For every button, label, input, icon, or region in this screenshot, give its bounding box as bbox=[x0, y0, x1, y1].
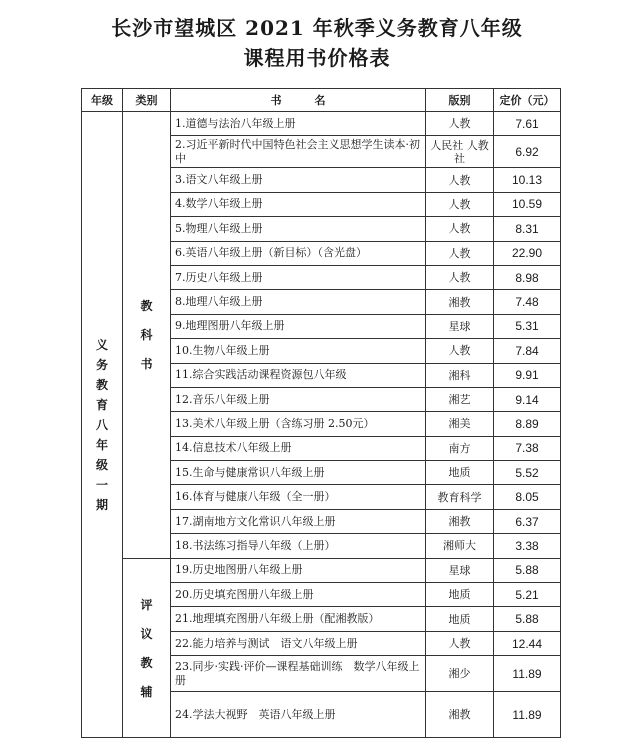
book-edition: 人教 bbox=[426, 631, 494, 655]
book-name: 3.语文八年级上册 bbox=[171, 168, 426, 192]
book-name: 18.书法练习指导八年级（上册） bbox=[171, 534, 426, 558]
book-name: 19.历史地图册八年级上册 bbox=[171, 558, 426, 582]
book-price: 7.61 bbox=[494, 112, 561, 136]
book-edition: 地质 bbox=[426, 461, 494, 485]
book-price: 5.52 bbox=[494, 461, 561, 485]
category-char: 书 bbox=[140, 357, 153, 372]
book-edition: 人教 bbox=[426, 192, 494, 216]
book-name: 2.习近平新时代中国特色社会主义思想学生读本·初中 bbox=[171, 136, 426, 168]
book-price: 5.88 bbox=[494, 607, 561, 631]
book-name: 1.道德与法治八年级上册 bbox=[171, 112, 426, 136]
table-row bbox=[82, 558, 561, 582]
book-price: 6.92 bbox=[494, 136, 561, 168]
category-char: 评 bbox=[140, 597, 153, 612]
book-name: 15.生命与健康常识八年级上册 bbox=[171, 461, 426, 485]
book-price: 9.14 bbox=[494, 387, 561, 411]
book-price: 10.13 bbox=[494, 168, 561, 192]
category-cell-supplementary bbox=[123, 558, 171, 738]
table-header-row bbox=[82, 89, 561, 112]
book-edition: 湘教 bbox=[426, 290, 494, 314]
book-price: 11.89 bbox=[494, 692, 561, 738]
book-price: 5.88 bbox=[494, 558, 561, 582]
book-name: 22.能力培养与测试 语文八年级上册 bbox=[171, 631, 426, 655]
table-body bbox=[82, 112, 561, 738]
book-price: 5.31 bbox=[494, 314, 561, 338]
book-edition: 湘美 bbox=[426, 412, 494, 436]
book-name: 23.同步·实践·评价—课程基础训练 数学八年级上册 bbox=[171, 656, 426, 692]
header-book: 书 名 bbox=[171, 89, 426, 112]
grade-cell bbox=[82, 112, 123, 738]
header-grade: 年级 bbox=[82, 89, 123, 112]
book-price: 6.37 bbox=[494, 509, 561, 533]
book-edition: 湘师大 bbox=[426, 534, 494, 558]
book-name: 9.地理图册八年级上册 bbox=[171, 314, 426, 338]
document-subtitle: 课程用书价格表 bbox=[243, 46, 391, 70]
book-edition: 湘教 bbox=[426, 692, 494, 738]
category-char: 教 bbox=[140, 655, 153, 670]
category-char: 议 bbox=[140, 626, 153, 641]
book-edition: 人教 bbox=[426, 265, 494, 289]
book-price: 3.38 bbox=[494, 534, 561, 558]
book-price: 8.05 bbox=[494, 485, 561, 509]
book-name: 24.学法大视野 英语八年级上册 bbox=[171, 692, 426, 738]
book-name: 21.地理填充图册八年级上册（配湘教版） bbox=[171, 607, 426, 631]
book-price: 7.84 bbox=[494, 339, 561, 363]
book-price: 7.48 bbox=[494, 290, 561, 314]
book-name: 13.美术八年级上册（含练习册 2.50元） bbox=[171, 412, 426, 436]
book-edition: 湘艺 bbox=[426, 387, 494, 411]
category-cell-textbooks bbox=[123, 112, 171, 559]
book-edition: 人教 bbox=[426, 241, 494, 265]
book-edition: 湘教 bbox=[426, 509, 494, 533]
book-edition: 星球 bbox=[426, 314, 494, 338]
book-edition: 星球 bbox=[426, 558, 494, 582]
book-name: 6.英语八年级上册（新目标）（含光盘） bbox=[171, 241, 426, 265]
book-edition: 人民社 人教社 bbox=[426, 136, 494, 168]
book-name: 7.历史八年级上册 bbox=[171, 265, 426, 289]
book-edition: 人教 bbox=[426, 339, 494, 363]
book-edition: 地质 bbox=[426, 607, 494, 631]
header-price: 定价（元） bbox=[494, 89, 561, 112]
category-char: 科 bbox=[140, 328, 153, 343]
book-price: 11.89 bbox=[494, 656, 561, 692]
book-name: 16.体育与健康八年级（全一册） bbox=[171, 485, 426, 509]
category-char: 教 bbox=[140, 299, 153, 314]
book-price: 5.21 bbox=[494, 583, 561, 607]
book-edition: 湘少 bbox=[426, 656, 494, 692]
table-row bbox=[82, 112, 561, 136]
header-category: 类别 bbox=[123, 89, 171, 112]
document-title: 长沙市望城区 2021 年秋季义务教育八年级 bbox=[111, 16, 523, 40]
book-price: 7.38 bbox=[494, 436, 561, 460]
book-name: 20.历史填充图册八年级上册 bbox=[171, 583, 426, 607]
book-name: 11.综合实践活动课程资源包八年级 bbox=[171, 363, 426, 387]
book-edition: 人教 bbox=[426, 112, 494, 136]
book-name: 17.湖南地方文化常识八年级上册 bbox=[171, 509, 426, 533]
book-edition: 地质 bbox=[426, 583, 494, 607]
book-edition: 人教 bbox=[426, 168, 494, 192]
book-price: 8.89 bbox=[494, 412, 561, 436]
book-price: 8.31 bbox=[494, 217, 561, 241]
book-name: 12.音乐八年级上册 bbox=[171, 387, 426, 411]
header-edition: 版别 bbox=[426, 89, 494, 112]
category-char: 辅 bbox=[140, 684, 153, 699]
book-name: 10.生物八年级上册 bbox=[171, 339, 426, 363]
book-price: 10.59 bbox=[494, 192, 561, 216]
book-price: 8.98 bbox=[494, 265, 561, 289]
book-edition: 人教 bbox=[426, 217, 494, 241]
book-price: 9.91 bbox=[494, 363, 561, 387]
book-name: 14.信息技术八年级上册 bbox=[171, 436, 426, 460]
book-name: 5.物理八年级上册 bbox=[171, 217, 426, 241]
book-edition: 教育科学 bbox=[426, 485, 494, 509]
book-name: 8.地理八年级上册 bbox=[171, 290, 426, 314]
book-price: 22.90 bbox=[494, 241, 561, 265]
book-edition: 南方 bbox=[426, 436, 494, 460]
book-name: 4.数学八年级上册 bbox=[171, 192, 426, 216]
price-table bbox=[81, 88, 561, 738]
book-price: 12.44 bbox=[494, 631, 561, 655]
grade-label: 义务教育八年级一期 bbox=[95, 337, 108, 512]
book-edition: 湘科 bbox=[426, 363, 494, 387]
